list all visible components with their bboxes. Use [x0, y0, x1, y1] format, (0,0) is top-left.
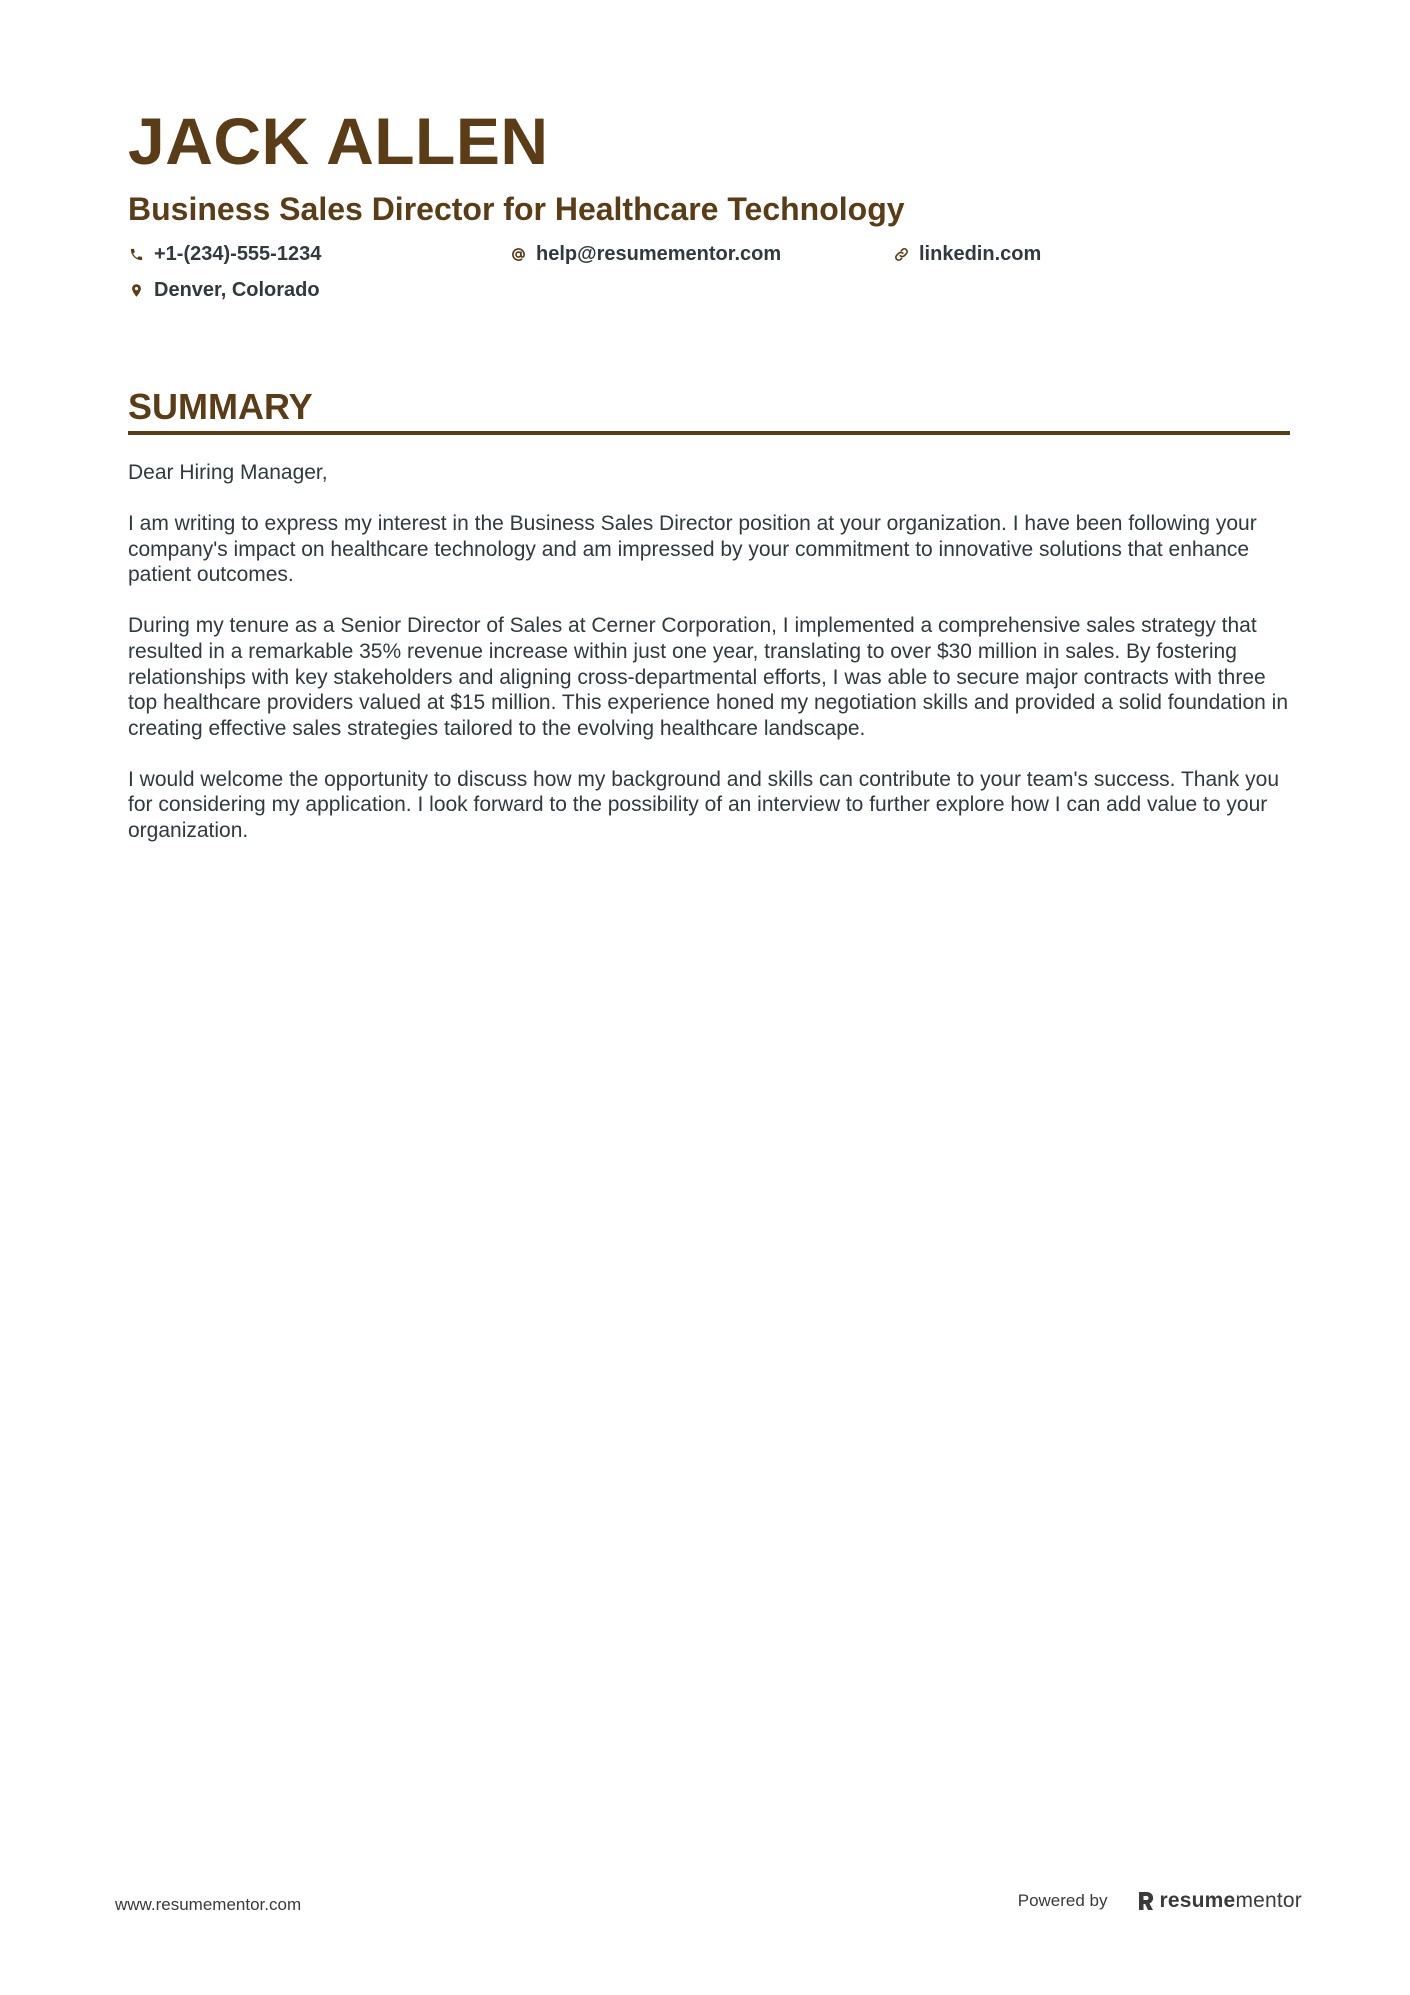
section-divider — [128, 431, 1290, 435]
profile-link[interactable]: linkedin.com — [919, 243, 1042, 265]
footer-branding — [1018, 1890, 1302, 1911]
summary-heading: SUMMARY — [128, 386, 313, 427]
brand-name-light: mentor — [1235, 1889, 1302, 1912]
contact-email — [511, 244, 781, 264]
letter-paragraph: I am writing to express my interest in the Business Sales Director position at your organization. I have been following your company's impact on healthcare technology and am impressed by your commitment to innovative solutions that enhance patient outcomes. — [128, 512, 1257, 587]
brand-logo[interactable] — [1138, 1890, 1302, 1911]
candidate-name: JACK ALLEN — [128, 104, 549, 178]
email-address[interactable]: help@resumementor.com — [536, 243, 782, 265]
letter-paragraph: I would welcome the opportunity to discuss how my background and skills can contribute to your team's success. Thank you for considering my application. I look forward to the possibility of an interview to further explore how I can add value to your organization. — [128, 767, 1280, 843]
contact-location — [129, 280, 320, 300]
phone-number[interactable]: +1-(234)-555-1234 — [154, 243, 322, 265]
letter-salutation: Dear Hiring Manager, — [128, 461, 328, 484]
job-title: Business Sales Director for Healthcare Technology — [128, 191, 905, 227]
contact-phone — [129, 244, 321, 264]
footer-website[interactable]: www.resumementor.com — [115, 1895, 302, 1914]
powered-by-label: Powered by — [1017, 1891, 1108, 1910]
location-text: Denver, Colorado — [154, 279, 320, 301]
brand-name-bold: resume — [1159, 1889, 1236, 1912]
letter-paragraph: During my tenure as a Senior Director of Sales at Cerner Corporation, I implemented a comprehensive sales strategy that resulted in a remarkable 35% revenue increase within just one year, translating to over $30 million in sales. By fostering relationships with key stakeholders and aligning cross-departmental efforts, I was able to secure major contracts with three top healthcare providers valued at $15 million. This experience honed my negotiation skills and provided a solid foundation in creating effective sales strategies tailored to the evolving healthcare landscape. — [128, 614, 1288, 740]
at-icon — [511, 247, 526, 262]
letter-body — [128, 460, 1292, 869]
phone-icon — [129, 247, 144, 262]
location-pin-icon — [129, 283, 144, 298]
resumementor-logo-icon — [1138, 1891, 1154, 1911]
link-icon — [894, 247, 909, 262]
contact-link — [894, 244, 1041, 264]
